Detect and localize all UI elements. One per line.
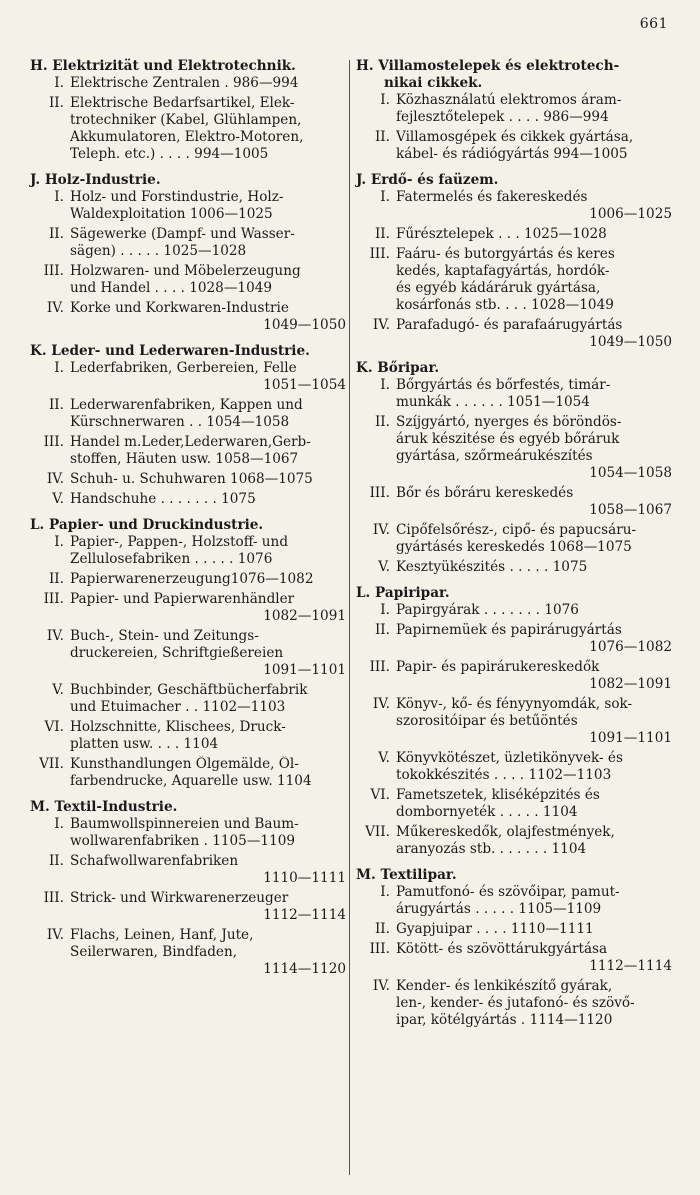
- entry-number: IV.: [372, 978, 390, 994]
- entry-text: [70, 682, 346, 716]
- entry-text: [396, 884, 672, 918]
- entry-line: áruk készitése és egyéb bőráruk: [396, 431, 620, 447]
- entry-text: [70, 263, 346, 297]
- entry-number: I.: [380, 884, 390, 900]
- entry-line: Handschuhe . . . . . . . 1075: [70, 491, 256, 507]
- section-title: M. Textil-Industrie.: [30, 799, 178, 815]
- entry-text: [396, 377, 672, 411]
- entry-number: I.: [54, 189, 64, 205]
- section-title: J. Holz-Industrie.: [30, 172, 161, 188]
- entry-text: [396, 189, 672, 223]
- entry-line: fejlesztőtelepek . . . . 986—994: [396, 109, 609, 125]
- index-entry: [30, 434, 346, 468]
- entry-line: Akkumulatoren, Elektro-Motoren,: [70, 129, 304, 145]
- entry-line: szorositóipar és betűöntés: [396, 713, 578, 729]
- index-entry: [356, 92, 672, 126]
- index-entry: [356, 696, 672, 747]
- entry-number: II.: [374, 226, 390, 242]
- entry-number: III.: [43, 434, 64, 450]
- entry-line: Waldexploitation 1006—1025: [70, 206, 273, 222]
- entry-number: II.: [374, 921, 390, 937]
- entry-line: Holz- und Forstindustrie, Holz-: [70, 189, 284, 205]
- entry-text: [396, 92, 672, 126]
- entry-number: I.: [380, 602, 390, 618]
- entry-text: [396, 921, 672, 938]
- entry-line: tokokkészités . . . . 1102—1103: [396, 767, 612, 783]
- entry-text: [70, 591, 346, 625]
- entry-line: Fametszetek, kliséképzités és: [396, 787, 600, 803]
- entry-number: III.: [43, 263, 64, 279]
- entry-text: [396, 559, 672, 576]
- section-title: L. Papiripar.: [356, 585, 450, 601]
- index-entry: [30, 75, 346, 92]
- entry-line: gyártásés kereskedés 1068—1075: [396, 539, 632, 555]
- entry-text: [70, 397, 346, 431]
- page-range: 1114—1120: [263, 961, 346, 977]
- entry-line: Papierwarenerzeugung1076—1082: [70, 571, 314, 587]
- entry-number: II.: [374, 414, 390, 430]
- page-range: 1091—1101: [589, 730, 672, 746]
- index-entry: [30, 534, 346, 568]
- entry-text: [70, 534, 346, 568]
- entry-line: árugyártás . . . . . 1105—1109: [396, 901, 602, 917]
- entry-text: [396, 317, 672, 351]
- entry-line: len-, kender- és jutafonó- és szövő-: [396, 995, 635, 1011]
- entry-text: [396, 602, 672, 619]
- entry-text: [70, 360, 346, 394]
- entry-text: [70, 471, 346, 488]
- page-range: 1058—1067: [589, 502, 672, 518]
- entry-text: [70, 434, 346, 468]
- entry-line: stoffen, Häuten usw. 1058—1067: [70, 451, 299, 467]
- page-range: 1076—1082: [589, 639, 672, 655]
- entry-text: [396, 414, 672, 482]
- page-range: 1051—1054: [263, 377, 346, 393]
- entry-line: Papirgyárak . . . . . . . 1076: [396, 602, 579, 618]
- entry-line: munkák . . . . . . 1051—1054: [396, 394, 590, 410]
- entry-text: [70, 628, 346, 679]
- entry-text: [396, 485, 672, 519]
- index-entry: [356, 602, 672, 619]
- entry-number: IV.: [372, 522, 390, 538]
- index-entry: [30, 226, 346, 260]
- entry-line: Papier- und Papierwarenhändler: [70, 591, 295, 607]
- entry-text: [70, 890, 346, 924]
- index-entry: [356, 622, 672, 656]
- entry-number: III.: [43, 591, 64, 607]
- index-entry: [30, 628, 346, 679]
- entry-line: Papier-, Pappen-, Holzstoff- und: [70, 534, 289, 550]
- entry-number: V.: [52, 491, 64, 507]
- entry-line: Elektrische Zentralen . 986—994: [70, 75, 299, 91]
- entry-number: II.: [48, 226, 64, 242]
- index-entry: [30, 927, 346, 978]
- entry-text: [396, 226, 672, 243]
- entry-line: Kötött- és szövöttárukgyártása: [396, 941, 608, 957]
- index-entry: [356, 787, 672, 821]
- entry-text: [396, 522, 672, 556]
- entry-line: kedés, kaptafagyártás, hordók-: [396, 263, 610, 279]
- index-entry: [356, 246, 672, 314]
- entry-number: II.: [48, 397, 64, 413]
- index-section: [30, 343, 346, 508]
- entry-number: I.: [380, 92, 390, 108]
- section-title: K. Bőripar.: [356, 360, 440, 376]
- right-column-hungarian: [356, 58, 672, 1038]
- entry-number: III.: [369, 659, 390, 675]
- entry-line: Közhasználatú elektromos áram-: [396, 92, 622, 108]
- entry-line: Cipőfelsőrész-, cipő- és papucsáru-: [396, 522, 637, 538]
- entry-text: [70, 189, 346, 223]
- index-entry: [30, 300, 346, 334]
- index-entry: [30, 591, 346, 625]
- index-entry: [356, 824, 672, 858]
- page-range: 1112—1114: [263, 907, 346, 923]
- index-entry: [30, 397, 346, 431]
- entry-number: V.: [378, 559, 390, 575]
- entry-text: [70, 571, 346, 588]
- entry-number: IV.: [372, 317, 390, 333]
- entry-text: [70, 300, 346, 334]
- index-entry: [356, 414, 672, 482]
- entry-number: IV.: [46, 300, 64, 316]
- entry-number: VI.: [44, 719, 64, 735]
- entry-line: Könyvkötészet, üzletikönyvek- és: [396, 750, 623, 766]
- section-title: K. Leder- und Lederwaren-Industrie.: [30, 343, 310, 359]
- index-entry: [356, 226, 672, 243]
- entry-text: [70, 226, 346, 260]
- page-range: 1054—1058: [589, 465, 672, 481]
- entry-line: Holzschnitte, Klischees, Druck-: [70, 719, 286, 735]
- page-range: 1110—1111: [263, 870, 346, 886]
- page-range: 1082—1091: [589, 676, 672, 692]
- entry-line: Seilerwaren, Bindfaden,: [70, 944, 238, 960]
- two-column-index: [30, 58, 672, 1038]
- entry-line: Faáru- és butorgyártás és keres: [396, 246, 615, 262]
- entry-number: I.: [54, 534, 64, 550]
- entry-line: Kunsthandlungen Ölgemälde, Öl-: [70, 756, 299, 772]
- index-entry: [30, 189, 346, 223]
- index-section: [356, 585, 672, 858]
- index-entry: [356, 485, 672, 519]
- entry-line: Schuh- u. Schuhwaren 1068—1075: [70, 471, 313, 487]
- index-entry: [356, 750, 672, 784]
- index-section: [356, 360, 672, 576]
- entry-number: II.: [48, 853, 64, 869]
- entry-line: wollwarenfabriken . 1105—1109: [70, 833, 296, 849]
- page-range: 1091—1101: [263, 662, 346, 678]
- index-entry: [30, 263, 346, 297]
- index-section: [30, 172, 346, 334]
- entry-text: [396, 750, 672, 784]
- entry-line: Fatermelés és fakereskedés: [396, 189, 588, 205]
- entry-number: III.: [369, 246, 390, 262]
- entry-line: Flachs, Leinen, Hanf, Jute,: [70, 927, 254, 943]
- entry-text: [70, 756, 346, 790]
- entry-number: II.: [374, 129, 390, 145]
- entry-line: Fűrésztelepek . . . 1025—1028: [396, 226, 607, 242]
- entry-line: trotechniker (Kabel, Glühlampen,: [70, 112, 302, 128]
- entry-number: I.: [54, 360, 64, 376]
- entry-line: Bőr és bőráru kereskedés: [396, 485, 574, 501]
- index-entry: [356, 941, 672, 975]
- entry-number: IV.: [46, 471, 64, 487]
- entry-line: Gyapjuipar . . . . 1110—1111: [396, 921, 594, 937]
- entry-line: Papir- és papirárukereskedők: [396, 659, 600, 675]
- entry-line: Baumwollspinnereien und Baum-: [70, 816, 299, 832]
- entry-line: dombornyeték . . . . . 1104: [396, 804, 578, 820]
- section-title: J. Erdő- és faüzem.: [356, 172, 499, 188]
- entry-number: II.: [374, 622, 390, 638]
- entry-line: Lederfabriken, Gerbereien, Felle: [70, 360, 297, 376]
- entry-line: und Handel . . . . 1028—1049: [70, 280, 273, 296]
- entry-number: I.: [54, 75, 64, 91]
- entry-line: Könyv-, kő- és fényynyomdák, sok-: [396, 696, 633, 712]
- entry-number: I.: [380, 189, 390, 205]
- entry-number: III.: [43, 890, 64, 906]
- index-entry: [30, 491, 346, 508]
- entry-line: Elektrische Bedarfsartikel, Elek-: [70, 95, 295, 111]
- entry-text: [396, 787, 672, 821]
- entry-line: Buch-, Stein- und Zeitungs-: [70, 628, 259, 644]
- entry-line: Műkereskedők, olajfestmények,: [396, 824, 615, 840]
- entry-text: [396, 824, 672, 858]
- entry-number: VII.: [365, 824, 390, 840]
- index-entry: [356, 659, 672, 693]
- entry-line: platten usw. . . . 1104: [70, 736, 219, 752]
- index-entry: [356, 317, 672, 351]
- entry-text: [396, 129, 672, 163]
- entry-line: Kesztyükészités . . . . . 1075: [396, 559, 588, 575]
- entry-line: kábel- és rádiógyártás 994—1005: [396, 146, 628, 162]
- index-entry: [356, 921, 672, 938]
- entry-line: Kürschnerwaren . . 1054—1058: [70, 414, 290, 430]
- entry-line: Zellulosefabriken . . . . . 1076: [70, 551, 273, 567]
- entry-number: IV.: [372, 696, 390, 712]
- entry-line: Strick- und Wirkwarenerzeuger: [70, 890, 289, 906]
- entry-number: IV.: [46, 628, 64, 644]
- section-title: M. Textilipar.: [356, 867, 457, 883]
- section-title: H. Villamostelepek és elektrotech-: [356, 58, 620, 74]
- page-range: 1049—1050: [589, 334, 672, 350]
- index-entry: [356, 978, 672, 1029]
- entry-line: Buchbinder, Geschäftbücherfabrik: [70, 682, 308, 698]
- entry-number: II.: [48, 571, 64, 587]
- entry-number: VI.: [370, 787, 390, 803]
- entry-line: farbendrucke, Aquarelle usw. 1104: [70, 773, 312, 789]
- entry-line: sägen) . . . . . 1025—1028: [70, 243, 247, 259]
- entry-number: II.: [48, 95, 64, 111]
- entry-line: Handel m.Leder,Lederwaren,Gerb-: [70, 434, 311, 450]
- index-section: [30, 799, 346, 978]
- entry-text: [70, 719, 346, 753]
- entry-number: VII.: [39, 756, 64, 772]
- entry-number: III.: [369, 485, 390, 501]
- index-entry: [30, 95, 346, 163]
- entry-line: Parafadugó- és parafaárugyártás: [396, 317, 623, 333]
- index-section: [356, 172, 672, 351]
- index-entry: [30, 756, 346, 790]
- page-range: 1112—1114: [589, 958, 672, 974]
- index-section: [30, 517, 346, 790]
- entry-line: Sägewerke (Dampf- und Wasser-: [70, 226, 295, 242]
- index-entry: [30, 471, 346, 488]
- index-entry: [356, 129, 672, 163]
- entry-line: Villamosgépek és cikkek gyártása,: [396, 129, 634, 145]
- entry-line: Korke und Korkwaren-Industrie: [70, 300, 289, 316]
- index-entry: [30, 890, 346, 924]
- left-column-german: [30, 58, 346, 1038]
- section-title: H. Elektrizität und Elektrotechnik.: [30, 58, 296, 74]
- entry-line: Pamutfonó- és szövőipar, pamut-: [396, 884, 620, 900]
- entry-number: I.: [54, 816, 64, 832]
- entry-text: [396, 978, 672, 1029]
- section-title: L. Papier- und Druckindustrie.: [30, 517, 264, 533]
- entry-text: [396, 246, 672, 314]
- entry-text: [396, 941, 672, 975]
- page-range: 1006—1025: [589, 206, 672, 222]
- entry-line: ipar, kötélgyártás . 1114—1120: [396, 1012, 613, 1028]
- index-entry: [30, 360, 346, 394]
- index-entry: [356, 189, 672, 223]
- entry-number: V.: [52, 682, 64, 698]
- entry-number: V.: [378, 750, 390, 766]
- entry-text: [396, 622, 672, 656]
- entry-text: [70, 853, 346, 887]
- index-entry: [30, 816, 346, 850]
- entry-text: [70, 95, 346, 163]
- page-range: 1049—1050: [263, 317, 346, 333]
- index-entry: [356, 559, 672, 576]
- entry-text: [70, 75, 346, 92]
- entry-line: és egyéb kádáráruk gyártása,: [396, 280, 601, 296]
- index-entry: [30, 719, 346, 753]
- entry-line: Papirnemüek és papirárugyártás: [396, 622, 622, 638]
- entry-line: Lederwarenfabriken, Kappen und: [70, 397, 303, 413]
- entry-line: kosárfonás stb. . . . 1028—1049: [396, 297, 614, 313]
- entry-line: Szíjgyártó, nyerges és böröndös-: [396, 414, 622, 430]
- entry-line: Teleph. etc.) . . . . 994—1005: [70, 146, 269, 162]
- entry-line: aranyozás stb. . . . . . . 1104: [396, 841, 587, 857]
- entry-text: [70, 816, 346, 850]
- entry-text: [396, 659, 672, 693]
- entry-line: druckereien, Schriftgießereien: [70, 645, 284, 661]
- entry-number: I.: [380, 377, 390, 393]
- entry-text: [70, 927, 346, 978]
- entry-line: gyártása, szőrmeárukészítés: [396, 448, 593, 464]
- section-title-continued: nikai cikkek.: [384, 75, 483, 91]
- index-section: [356, 58, 672, 163]
- index-section: [356, 867, 672, 1029]
- index-entry: [30, 853, 346, 887]
- entry-line: und Etuimacher . . 1102—1103: [70, 699, 286, 715]
- entry-line: Kender- és lenkikészítő gyárak,: [396, 978, 613, 994]
- entry-number: III.: [369, 941, 390, 957]
- index-entry: [30, 571, 346, 588]
- index-entry: [356, 377, 672, 411]
- index-section: [30, 58, 346, 163]
- index-entry: [30, 682, 346, 716]
- entry-line: Schafwollwarenfabriken: [70, 853, 239, 869]
- entry-line: Bőrgyártás és bőrfestés, timár-: [396, 377, 611, 393]
- entry-text: [396, 696, 672, 747]
- entry-text: [70, 491, 346, 508]
- index-entry: [356, 522, 672, 556]
- index-entry: [356, 884, 672, 918]
- page-number: 661: [639, 16, 668, 32]
- entry-line: Holzwaren- und Möbelerzeugung: [70, 263, 301, 279]
- page-range: 1082—1091: [263, 608, 346, 624]
- entry-number: IV.: [46, 927, 64, 943]
